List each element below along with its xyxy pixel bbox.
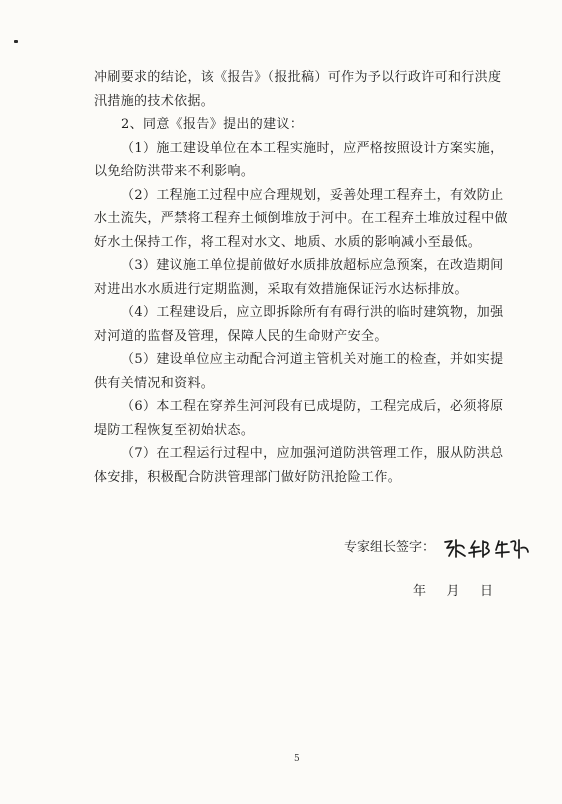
paragraph-agree-suggestions: 2、同意《报告》提出的建议： [121,117,304,132]
suggestion-7: （7）在工程运行过程中，应加强河道防洪管理工作，服从防洪总体安排，积极配合防洪管理部门做好防汛抢险工作。 [94,446,504,485]
suggestion-3: （3）建议施工单位提前做好水质排放超标应急预案，在改造期间对进出水水质进行定期监测，采取有效措施保证污水达标排放。 [94,258,504,297]
signature-label: 专家组长签字： [344,540,436,555]
page-number: 5 [294,754,300,764]
date-day: 日 [480,584,494,599]
date-row [413,582,494,602]
paragraph-conclusion: 冲刷要求的结论，该《报告》（报批稿）可作为予以行政许可和行洪度汛措施的技术依据。 [94,70,502,109]
handwritten-signature [441,536,531,560]
suggestion-4: （4）工程建设后，应立即拆除所有有碍行洪的临时建筑物，加强对河道的监督及管理，保障人民的生命财产安全。 [94,305,504,344]
suggestion-1: （1）施工建设单位在本工程实施时，应严格按照设计方案实施，以免给防洪带来不利影响。 [94,140,504,179]
signature-row [344,536,534,560]
date-year: 年 [413,584,427,599]
document-body [94,66,514,489]
suggestion-5: （5）建设单位应主动配合河道主管机关对施工的检查，并如实提供有关情况和资料。 [94,352,504,391]
suggestion-2: （2）工程施工过程中应合理规划，妥善处理工程弃土，有效防止水土流失，严禁将工程弃土倾倒堆放于河中。在工程弃土堆放过程中做好水土保持工作，将工程对水文、地质、水质的影响减小至最低。 [94,187,508,250]
date-month: 月 [446,584,461,599]
scan-speck [14,40,18,43]
suggestion-6: （6）本工程在穿养生河河段有已成堤防，工程完成后，必须将原堤防工程恢复至初始状态。 [94,399,504,438]
